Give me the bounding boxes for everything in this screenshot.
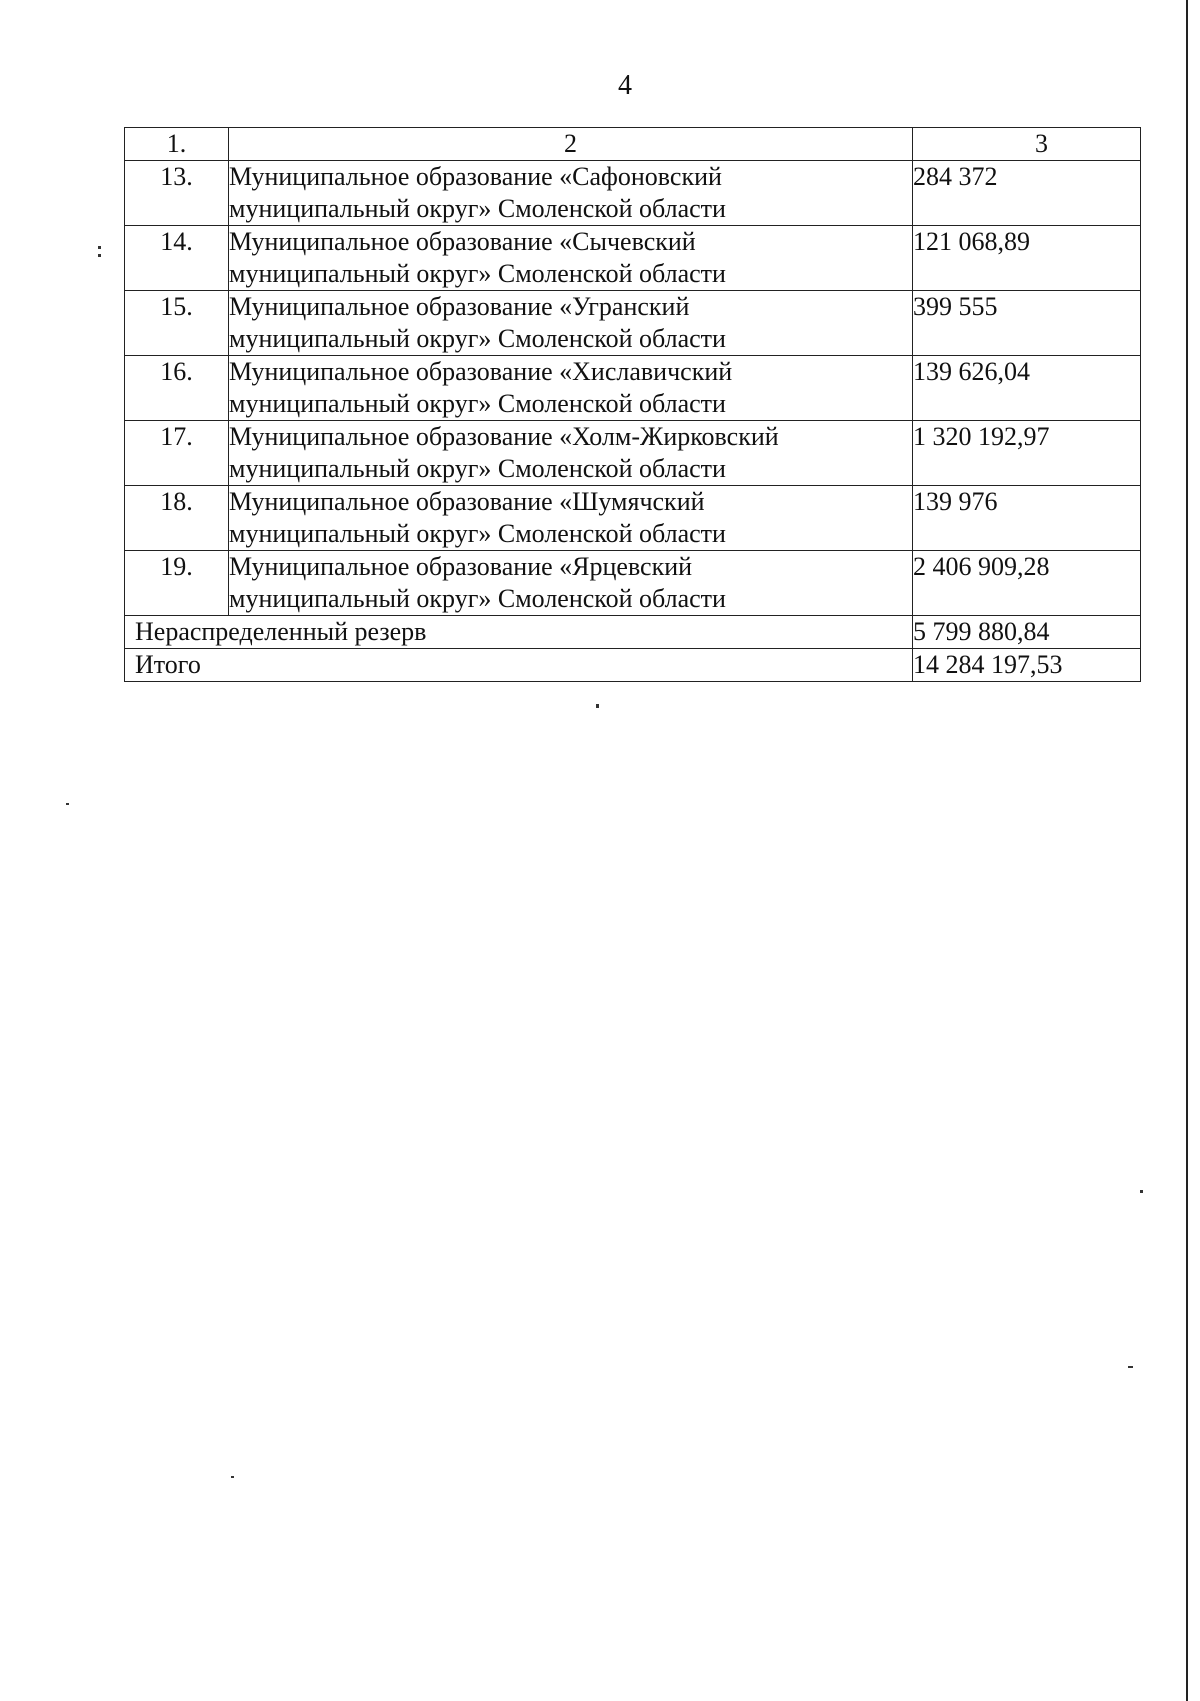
- scan-speck: [231, 1476, 234, 1478]
- table-row: [125, 421, 1141, 486]
- row-value: 1 320 192,97: [913, 421, 1141, 486]
- scan-speck: [98, 246, 101, 249]
- table-row: [125, 226, 1141, 291]
- scan-edge-line: [1186, 0, 1188, 1701]
- row-number: 15.: [125, 291, 229, 356]
- reserve-row: [125, 616, 1141, 649]
- row-name: [229, 161, 913, 226]
- row-name-line1: Муниципальное образование «Холм-Жирковский: [229, 422, 779, 451]
- row-name-line2: муниципальный округ» Смоленской области: [229, 324, 726, 353]
- row-name-line2: муниципальный округ» Смоленской области: [229, 584, 726, 613]
- header-cell-2: 2: [229, 128, 913, 161]
- row-name-line1: Муниципальное образование «Хиславичский: [229, 357, 733, 386]
- table-row: [125, 291, 1141, 356]
- row-name: [229, 356, 913, 421]
- row-value: 2 406 909,28: [913, 551, 1141, 616]
- table-row: [125, 161, 1141, 226]
- scan-speck: [98, 254, 101, 257]
- page-number: 4: [618, 70, 632, 101]
- reserve-label: Нераспределенный резерв: [125, 616, 913, 649]
- row-name: [229, 486, 913, 551]
- row-number: 13.: [125, 161, 229, 226]
- total-value: 14 284 197,53: [913, 649, 1141, 682]
- row-value: 399 555: [913, 291, 1141, 356]
- reserve-value: 5 799 880,84: [913, 616, 1141, 649]
- total-label: Итого: [125, 649, 913, 682]
- scan-speck: [596, 704, 599, 708]
- scan-speck: [66, 803, 69, 805]
- row-name-line1: Муниципальное образование «Ярцевский: [229, 552, 693, 581]
- header-cell-1: 1.: [125, 128, 229, 161]
- row-name-line2: муниципальный округ» Смоленской области: [229, 194, 726, 223]
- row-number: 16.: [125, 356, 229, 421]
- row-value: 139 976: [913, 486, 1141, 551]
- row-name-line1: Муниципальное образование «Сафоновский: [229, 162, 722, 191]
- total-row: [125, 649, 1141, 682]
- table-row: [125, 486, 1141, 551]
- row-name-line2: муниципальный округ» Смоленской области: [229, 519, 726, 548]
- row-name: [229, 421, 913, 486]
- scan-speck: [1140, 1190, 1143, 1193]
- table-row: [125, 356, 1141, 421]
- table-row: [125, 551, 1141, 616]
- row-number: 18.: [125, 486, 229, 551]
- table-header-row: [125, 128, 1141, 161]
- scan-speck: [1128, 1366, 1133, 1368]
- row-name-line1: Муниципальное образование «Угранский: [229, 292, 690, 321]
- row-name: [229, 226, 913, 291]
- row-name-line2: муниципальный округ» Смоленской области: [229, 454, 726, 483]
- row-number: 19.: [125, 551, 229, 616]
- header-cell-3: 3: [913, 128, 1141, 161]
- row-name-line2: муниципальный округ» Смоленской области: [229, 259, 726, 288]
- row-name: [229, 291, 913, 356]
- row-number: 17.: [125, 421, 229, 486]
- row-value: 139 626,04: [913, 356, 1141, 421]
- row-name-line1: Муниципальное образование «Сычевский: [229, 227, 696, 256]
- row-value: 121 068,89: [913, 226, 1141, 291]
- row-name-line2: муниципальный округ» Смоленской области: [229, 389, 726, 418]
- row-name-line1: Муниципальное образование «Шумячский: [229, 487, 705, 516]
- row-value: 284 372: [913, 161, 1141, 226]
- row-name: [229, 551, 913, 616]
- allocation-table: [124, 127, 1141, 682]
- row-number: 14.: [125, 226, 229, 291]
